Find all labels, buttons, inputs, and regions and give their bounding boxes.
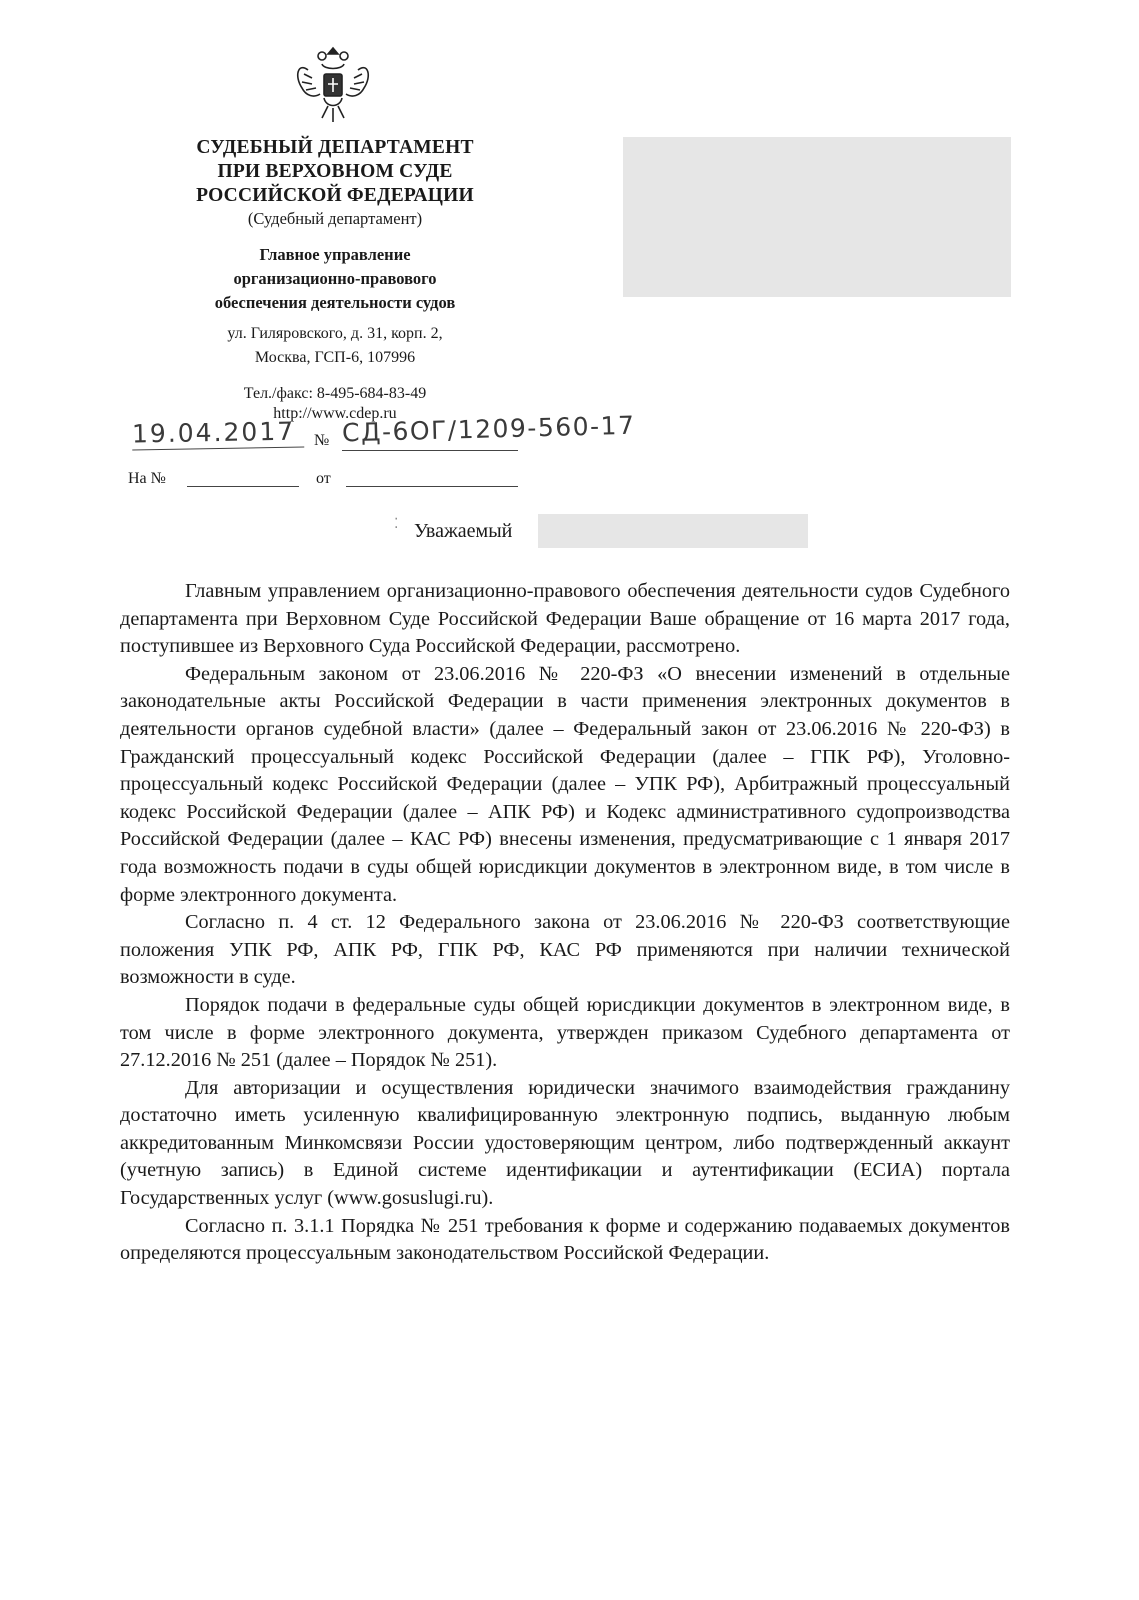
redacted-recipient-name xyxy=(538,514,808,548)
phone-fax: Тел./факс: 8-495-684-83-49 xyxy=(243,385,427,402)
registration-number: СД-6ОГ/1209-560-17 xyxy=(341,410,636,448)
website: http://www.cdep.ru xyxy=(273,405,397,422)
coat-of-arms-emblem xyxy=(288,40,378,130)
paragraph: Федеральным законом от 23.06.2016 № 220-ФЗ «О внесении изменений в отдельные законодательные акты Российской Федерации в части применения электронных документов в деятельности органов судебной власти» (далее – Федеральный закон от 23.06.2016 № 220-ФЗ) в Гражданский процессуальный кодекс Российской Федерации (далее – ГПК РФ), Уголовно-процессуальный кодекс Российской Федерации (далее – УПК РФ), Арбитражный процессуальный кодекс Российской Федерации (далее – АПК РФ) и Кодекс административного судопроизводства Российской Федерации (далее – КАС РФ) внесены изменения, предусматривающие с 1 января 2017 года возможность подачи в суды общей юрисдикции документов в электронном виде, в том числе в форме электронного документа. xyxy=(120,662,1010,906)
registration-number-underline xyxy=(342,450,518,451)
org-short-name: (Судебный департамент) xyxy=(247,209,423,228)
org-line-1: СУДЕБНЫЙ ДЕПАРТАМЕНТ xyxy=(196,137,474,158)
paragraph: Согласно п. 3.1.1 Порядка № 251 требования к форме и содержанию подаваемых документов определяются процессуальным законодательством Российской Федерации. xyxy=(120,1214,1010,1265)
reference-number-blank xyxy=(187,486,299,487)
letter-body xyxy=(120,578,1010,1268)
paragraph: Согласно п. 4 ст. 12 Федерального закона от 23.06.2016 № 220-ФЗ соответствующие положения УПК РФ, АПК РФ, ГПК РФ, КАС РФ применяются при наличии технической возможности в суде. xyxy=(120,911,1010,989)
registration-number-label: № xyxy=(314,432,330,449)
organization-name xyxy=(150,136,520,208)
reference-number-label: На № xyxy=(128,470,166,487)
reference-date-blank xyxy=(346,486,518,487)
org-line-3: РОССИЙСКОЙ ФЕДЕРАЦИИ xyxy=(196,185,474,206)
redacted-addressee-block xyxy=(623,137,1011,297)
org-line-2: ПРИ ВЕРХОВНОМ СУДЕ xyxy=(217,161,453,182)
dept-line-2: организационно-правового xyxy=(233,269,437,288)
registration-date: 19.04.2017 xyxy=(132,417,305,451)
reference-date-label: от xyxy=(316,470,331,487)
paragraph: Для авторизации и осуществления юридически значимого взаимодействия гражданину достаточно иметь усиленную квалифицированную электронную подпись, выданную любым аккредитованным Минкомсвязи России удостоверяющим центром, либо подтвержденный аккаунт (учетную запись) в Единой системе идентификации и аутентификации (ЕСИА) портала Государственных услуг (www.gosuslugi.ru). xyxy=(120,1076,1010,1210)
salutation: Уважаемый xyxy=(414,520,513,542)
paragraph: Порядок подачи в федеральные суды общей юрисдикции документов в электронном виде, в том числе в форме электронного документа, утвержден приказом Судебного департамента от 27.12.2016 № 251 (далее – Порядок № 251). xyxy=(120,993,1010,1072)
address-line-1: ул. Гиляровского, д. 31, корп. 2, xyxy=(227,325,443,342)
postal-address xyxy=(150,322,520,370)
address-line-2: Москва, ГСП-6, 107996 xyxy=(254,349,416,366)
paragraph: Главным управлением организационно-правового обеспечения деятельности судов Судебного департамента при Верховном Суде Российской Федерации Ваше обращение от 16 марта 2017 года, поступившее из Верховного Суда Российской Федерации, рассмотрено. xyxy=(120,580,1010,658)
dept-line-1: Главное управление xyxy=(259,245,411,264)
department-name xyxy=(150,243,520,315)
scan-mark: ⁚ xyxy=(394,517,399,532)
dept-line-3: обеспечения деятельности судов xyxy=(214,293,456,312)
